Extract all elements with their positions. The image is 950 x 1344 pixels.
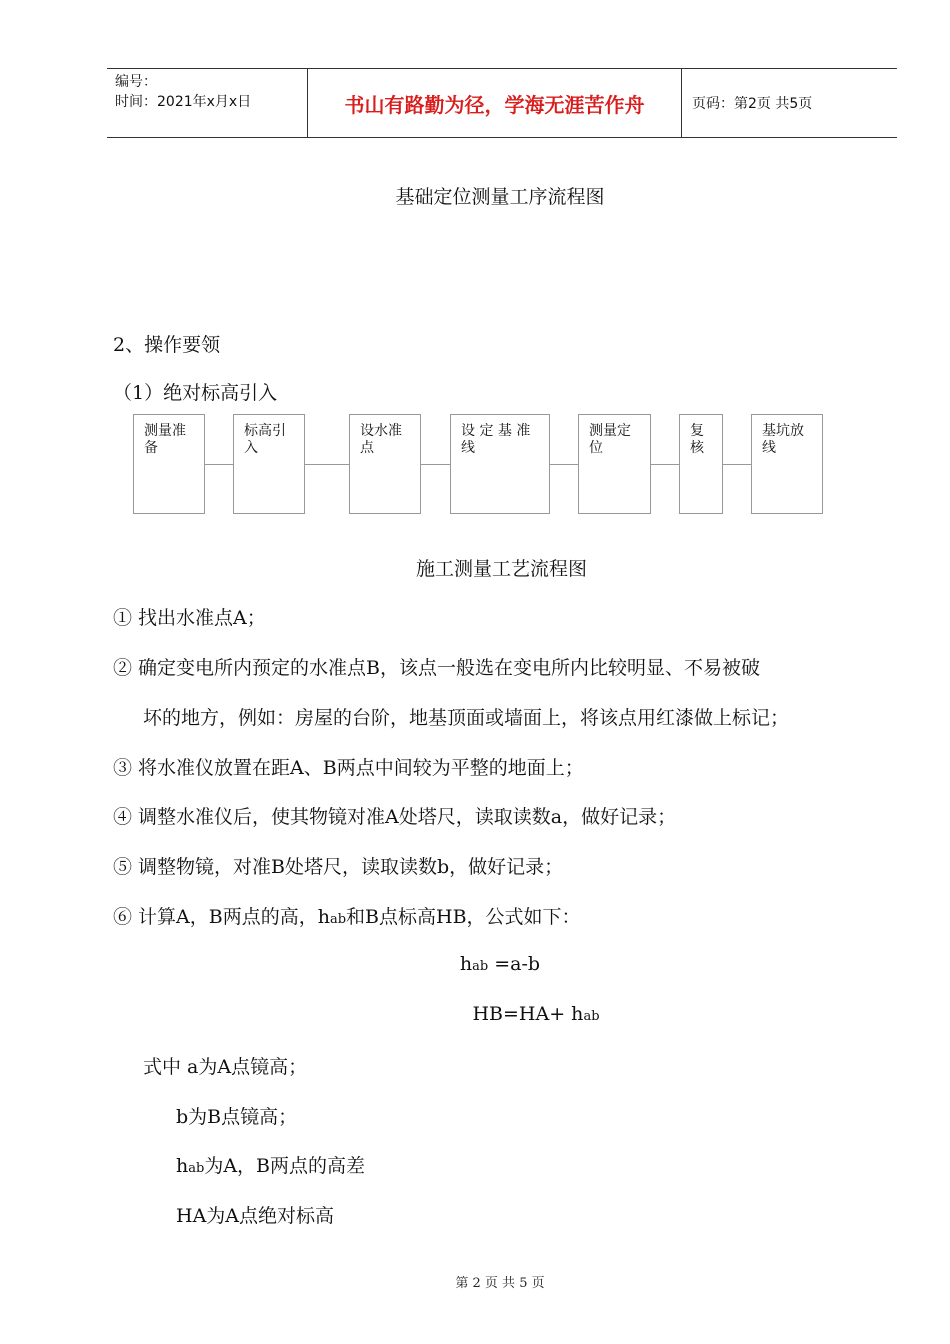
- page-footer: 第 2 页 共 5 页: [455, 1276, 545, 1291]
- step-line: ⑤ 调整物镜，对准B处塔尺，读取读数b，做好记录；: [113, 856, 564, 878]
- number-label: 编号：: [115, 74, 157, 90]
- formula-note: 式中 a为A点镜高；: [143, 1056, 308, 1078]
- flow-connector: [550, 464, 578, 465]
- flow-step-box: 复核: [679, 414, 723, 514]
- formula-expression: =a-b: [488, 953, 541, 975]
- note-symbol: h: [176, 1155, 189, 1177]
- time-label: 时间：2021年x月x日: [115, 94, 252, 110]
- flow-step-box: 测量准备: [133, 414, 205, 514]
- flow-step-box: 标高引入: [233, 414, 305, 514]
- process-flowchart: [133, 414, 823, 516]
- formula-expression: HB=HA+ h: [472, 1003, 584, 1025]
- flow-step-box: 基坑放线: [751, 414, 823, 514]
- header-info-cell: [107, 69, 307, 137]
- header-motto: 书山有路勤为径，学海无涯苦作舟: [307, 69, 682, 137]
- note-text: 为A，B两点的高差: [204, 1155, 366, 1177]
- step6-subscript: ab: [329, 912, 347, 927]
- step-line: ② 确定变电所内预定的水准点B，该点一般选在变电所内比较明显、不易被破: [113, 657, 761, 679]
- flow-connector: [205, 464, 233, 465]
- formula-symbol: h: [459, 953, 473, 975]
- flow-connector: [421, 464, 450, 465]
- header-page-number: 页码：第2页 共5页: [692, 96, 813, 112]
- page-header: [107, 68, 897, 138]
- flow-step-box: 测量定位: [578, 414, 651, 514]
- formula-elevation: [36, 1003, 950, 1025]
- flow-connector: [651, 464, 679, 465]
- formula-subscript: ab: [583, 1009, 600, 1024]
- section-heading: 2、操作要领: [113, 334, 221, 356]
- formula-subscript: ab: [472, 959, 489, 974]
- flow-step-box: 设水准点: [349, 414, 421, 514]
- flow-caption: 施工测量工艺流程图: [415, 558, 587, 580]
- document-title: 基础定位测量工序流程图: [395, 186, 605, 208]
- formula-height-diff: [0, 953, 950, 975]
- step-line: ④ 调整水准仪后，使其物镜对准A处塔尺，读取读数a，做好记录；: [113, 806, 677, 828]
- flow-connector: [305, 464, 349, 465]
- formula-note: b为B点镜高；: [176, 1106, 298, 1128]
- formula-note: HA为A点绝对标高: [176, 1205, 335, 1227]
- subsection-heading: （1）绝对标高引入: [113, 382, 278, 404]
- step-line: [113, 902, 581, 929]
- step-line: ① 找出水准点A；: [113, 607, 266, 629]
- note-subscript: ab: [188, 1161, 205, 1176]
- step6-text: ⑥ 计算A，B两点的高，h: [113, 906, 330, 928]
- step-line: ③ 将水准仪放置在距A、B两点中间较为平整的地面上；: [113, 757, 584, 779]
- flow-connector: [723, 464, 751, 465]
- step-line-continued: 坏的地方，例如：房屋的台阶，地基顶面或墙面上，将该点用红漆做上标记；: [143, 707, 790, 729]
- flow-step-box: 设 定 基 准 线: [450, 414, 550, 514]
- step6-text-end: 和B点标高HB，公式如下：: [346, 906, 581, 928]
- formula-note: [176, 1151, 365, 1178]
